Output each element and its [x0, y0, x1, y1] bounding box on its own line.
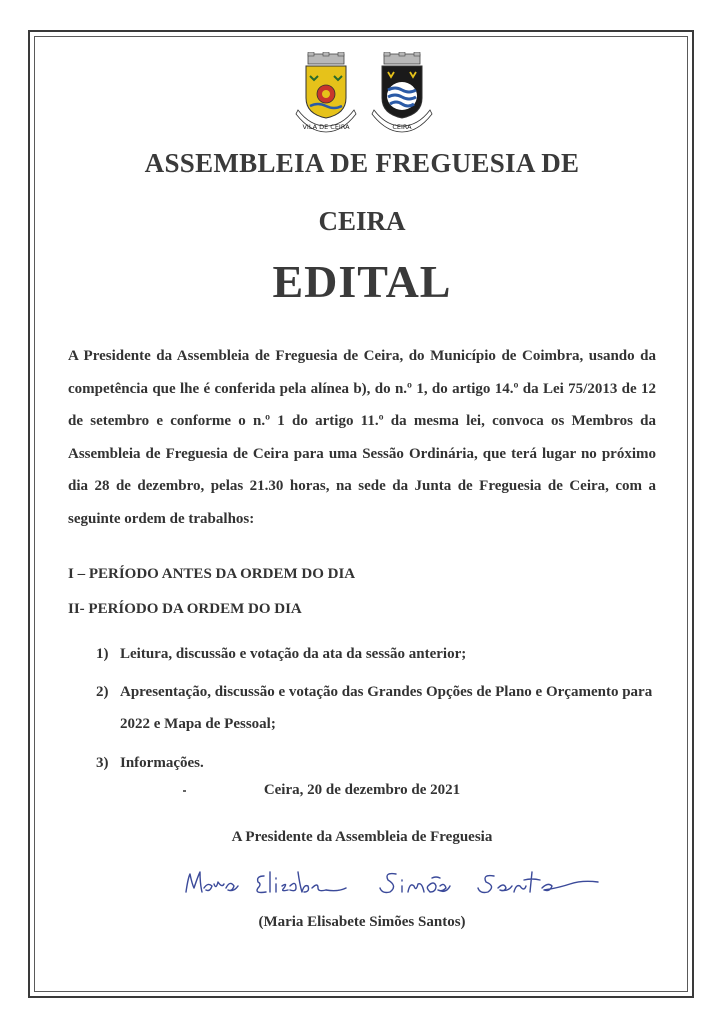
signer-title: A Presidente da Assembleia de Freguesia: [231, 829, 493, 845]
agenda-item: [96, 638, 656, 670]
agenda-item-number: 1): [96, 646, 109, 662]
signer-name: (Maria Elisabete Simões Santos): [258, 914, 466, 930]
heading-assembly: ASSEMBLEIA DE FREGUESIA DE: [144, 148, 580, 178]
crest-right-label: CEIRA: [392, 123, 412, 131]
dateline: Ceira, 20 de dezembro de 2021: [263, 782, 461, 798]
agenda-item-text: Apresentação, discussão e votação das Grandes Opções de Plano e Orçamento para 2022 e Mapa de Pessoal;: [120, 684, 653, 732]
ceira-crest-icon: [366, 52, 438, 136]
handwritten-signature: [178, 858, 618, 906]
agenda-item-text: Informações.: [120, 755, 204, 771]
coat-of-arms-group: [290, 52, 440, 136]
agenda-item: [96, 747, 656, 779]
section-agenda: II- PERÍODO DA ORDEM DO DIA: [68, 601, 302, 617]
agenda-item: [96, 676, 656, 740]
agenda-item-number: 2): [96, 684, 109, 700]
vila-de-ceira-crest-icon: [290, 52, 362, 136]
heading-edital: EDITAL: [272, 256, 452, 307]
agenda-item-number: 3): [96, 755, 109, 771]
agenda-item-text: Leitura, discussão e votação da ata da sessão anterior;: [120, 646, 467, 662]
crest-left-label: VILA DE CEIRA: [302, 123, 350, 131]
heading-parish: CEIRA: [318, 206, 406, 236]
section-before-agenda: I – PERÍODO ANTES DA ORDEM DO DIA: [68, 566, 356, 582]
notice-paragraph: A Presidente da Assembleia de Freguesia de Ceira, do Município de Coimbra, usando da competência que lhe é conferida pela alínea b), do n.º 1, do artigo 14.º da Lei 75/2013 de 12 de setembro e conforme o n.º 1 do artigo 11.º da mesma lei, convoca os Membros da Assembleia de Freguesia de Ceira para uma Sessão Ordinária, que terá lugar no próximo dia 28 de dezembro, pelas 21.30 horas, na sede da Junta de Freguesia de Ceira, com a seguinte ordem de trabalhos:: [68, 348, 656, 527]
